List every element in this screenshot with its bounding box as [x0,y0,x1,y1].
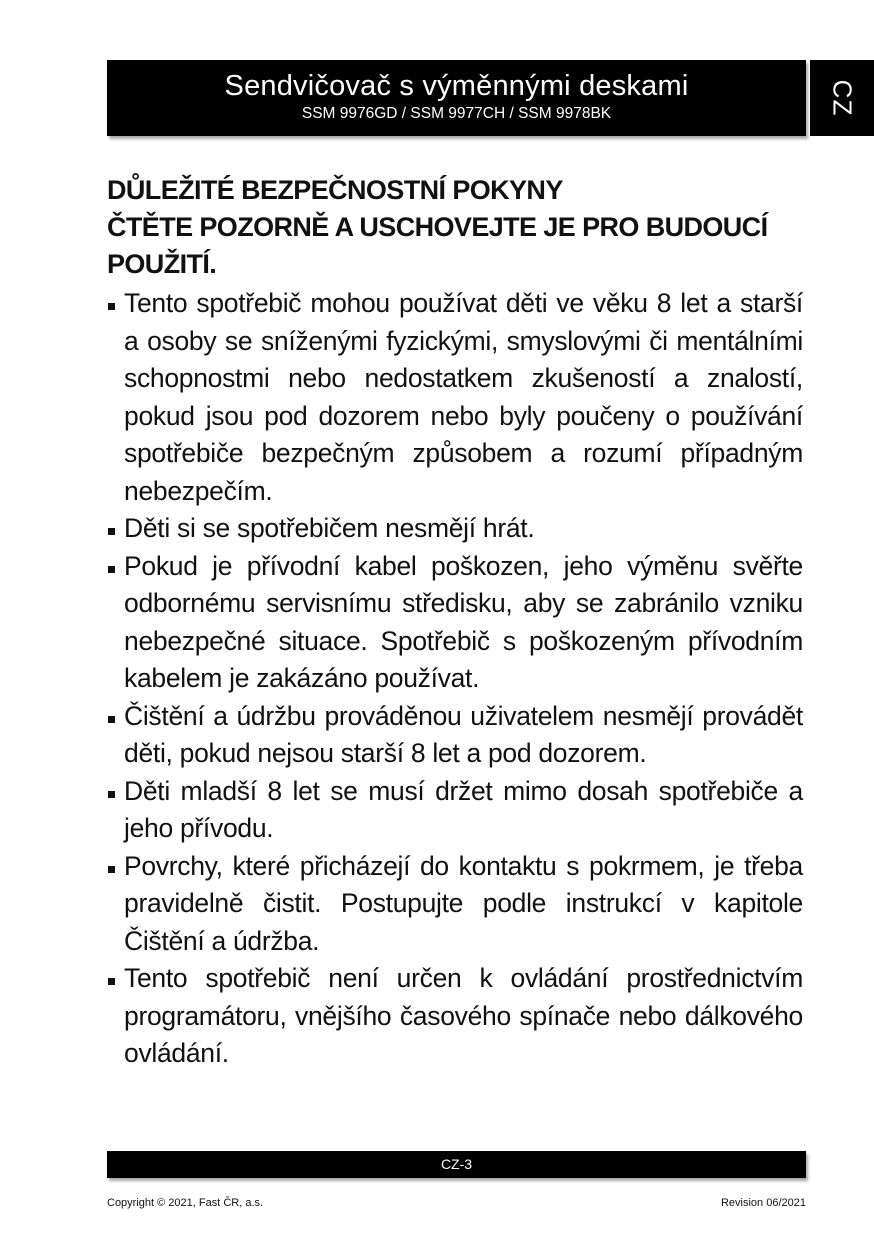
page-number: CZ-3 [440,1156,473,1172]
list-item: Tento spotřebič mohou používat děti ve věku 8 let a starší a osoby se sníženými fyzickými, smyslovými či mentálními schopnostmi nebo nedostatkem zkušeností a znalostí, pokud jsou pod dozorem nebo byly poučeny o používání spotřebiče bezpečným způsobem a rozumí případným nebezpečím. [107,285,803,510]
safety-section [107,172,803,1073]
list-item: Čištění a údržbu prováděnou uživatelem nesmějí provádět děti, pokud nejsou starší 8 let a pod dozorem. [107,698,803,773]
list-item: Povrchy, které přicházejí do kontaktu s pokrmem, je třeba pravidelně čistit. Postupujte podle instrukcí v kapitole Čištění a údržba. [107,848,803,961]
page-number-bar [107,1151,806,1178]
list-item: Pokud je přívodní kabel poškozen, jeho výměnu svěřte odbornému servisnímu středisku, aby se zabránilo vzniku nebezpečné situace. Spotřebič s poškozeným přívodním kabelem je zakázáno používat. [107,548,803,698]
product-title: Sendvičovač s výměnnými deskami [224,70,689,102]
language-code: CZ [827,79,858,117]
heading-line-2: ČTĚTE POZORNĚ A USCHOVEJTE JE PRO BUDOUCÍ POUŽITÍ. [107,212,768,279]
revision-text: Revision 06/2021 [720,1197,806,1209]
language-tab [810,60,874,136]
document-header [107,60,806,136]
copyright-text: Copyright © 2021, Fast ČR, a.s. [107,1197,264,1209]
list-item: Děti si se spotřebičem nesmějí hrát. [107,510,803,548]
safety-list [107,285,803,1073]
heading-line-1: DŮLEŽITÉ BEZPEČNOSTNÍ POKYNY [107,175,563,205]
section-heading [107,172,803,283]
list-item: Děti mladší 8 let se musí držet mimo dosah spotřebiče a jeho přívodu. [107,773,803,848]
model-numbers: SSM 9976GD / SSM 9977CH / SSM 9978BK [301,105,612,122]
list-item: Tento spotřebič není určen k ovládání prostřednictvím programátoru, vnějšího časového spínače nebo dálkového ovládání. [107,960,803,1073]
